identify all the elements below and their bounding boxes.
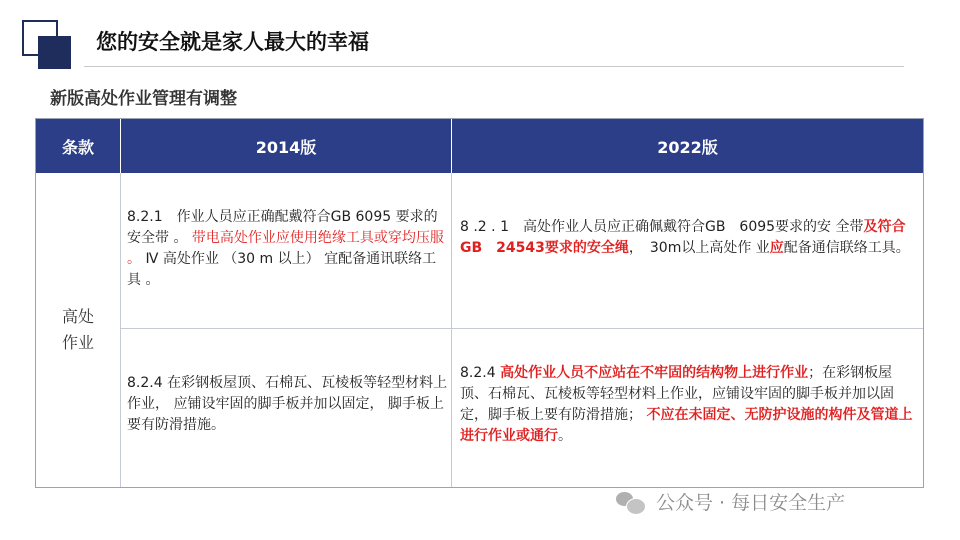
category-cell [36,173,120,487]
column-divider [451,173,452,487]
section-subtitle: 新版高处作业管理有调整 [50,89,237,109]
row2-2014-text [127,373,448,436]
watermark [616,488,845,515]
text-segment: Ⅳ 高处作业 （30 m 以上） 宜配备通讯联络工具 。 [127,251,437,288]
column-divider [120,173,121,487]
highlight-segment: 带电高处作业应使用绝缘工具或穿均压服 。 [127,230,444,267]
text-segment: 配备通信联络工具。 [783,240,910,256]
row1-2014-text [127,207,448,291]
text-segment: 。 [558,428,572,444]
row1-2022-text [460,217,920,259]
logo-filled-square [38,36,71,69]
watermark-text: 公众号 · 每日安全生产 [656,492,846,514]
column-header-2014: 2014版 [121,119,451,173]
highlight-segment: 应 [769,240,784,256]
comparison-table [35,118,924,488]
column-header-2022: 2022版 [452,119,923,173]
row2-2022-text [460,363,920,447]
highlight-segment: 高处作业人员不应站在不牢固的结构物上进行作业 [500,365,809,381]
title-divider [84,66,904,67]
row-divider [120,328,923,329]
category-label: 高处作业 [61,307,94,352]
text-segment: 8.2.1 作业人员应正确配戴符合GB 6095 要求的安全带 。 [127,209,438,246]
page-title: 您的安全就是家人最大的幸福 [96,30,369,54]
column-header-clause: 条款 [36,119,120,173]
text-segment: ， 30m以上高处作 业 [628,240,770,256]
highlight-segment: 不应在未固定、无防护设施的构件及管道上进行作业或通行 [460,407,913,444]
text-segment: 8.2.4 在彩钢板屋顶、石棉瓦、瓦棱板等轻型材料上作业， 应铺设牢固的脚手板并加以固定， 脚手板上要有防滑措施。 [127,375,448,433]
highlight-segment: 及符合GB 24543要求的安全绳 [460,219,906,256]
wechat-icon [616,490,646,514]
text-segment: ；在彩钢板屋顶、石棉瓦、瓦棱板等轻型材料上作业，应铺设牢固的脚手板并加以固定，脚手板上要有防滑措施； [460,365,894,423]
text-segment: 8.2.4 [460,365,501,381]
text-segment: 8 .2 . 1 高处作业人员应正确佩戴符合GB 6095要求的安 全带 [460,219,864,235]
